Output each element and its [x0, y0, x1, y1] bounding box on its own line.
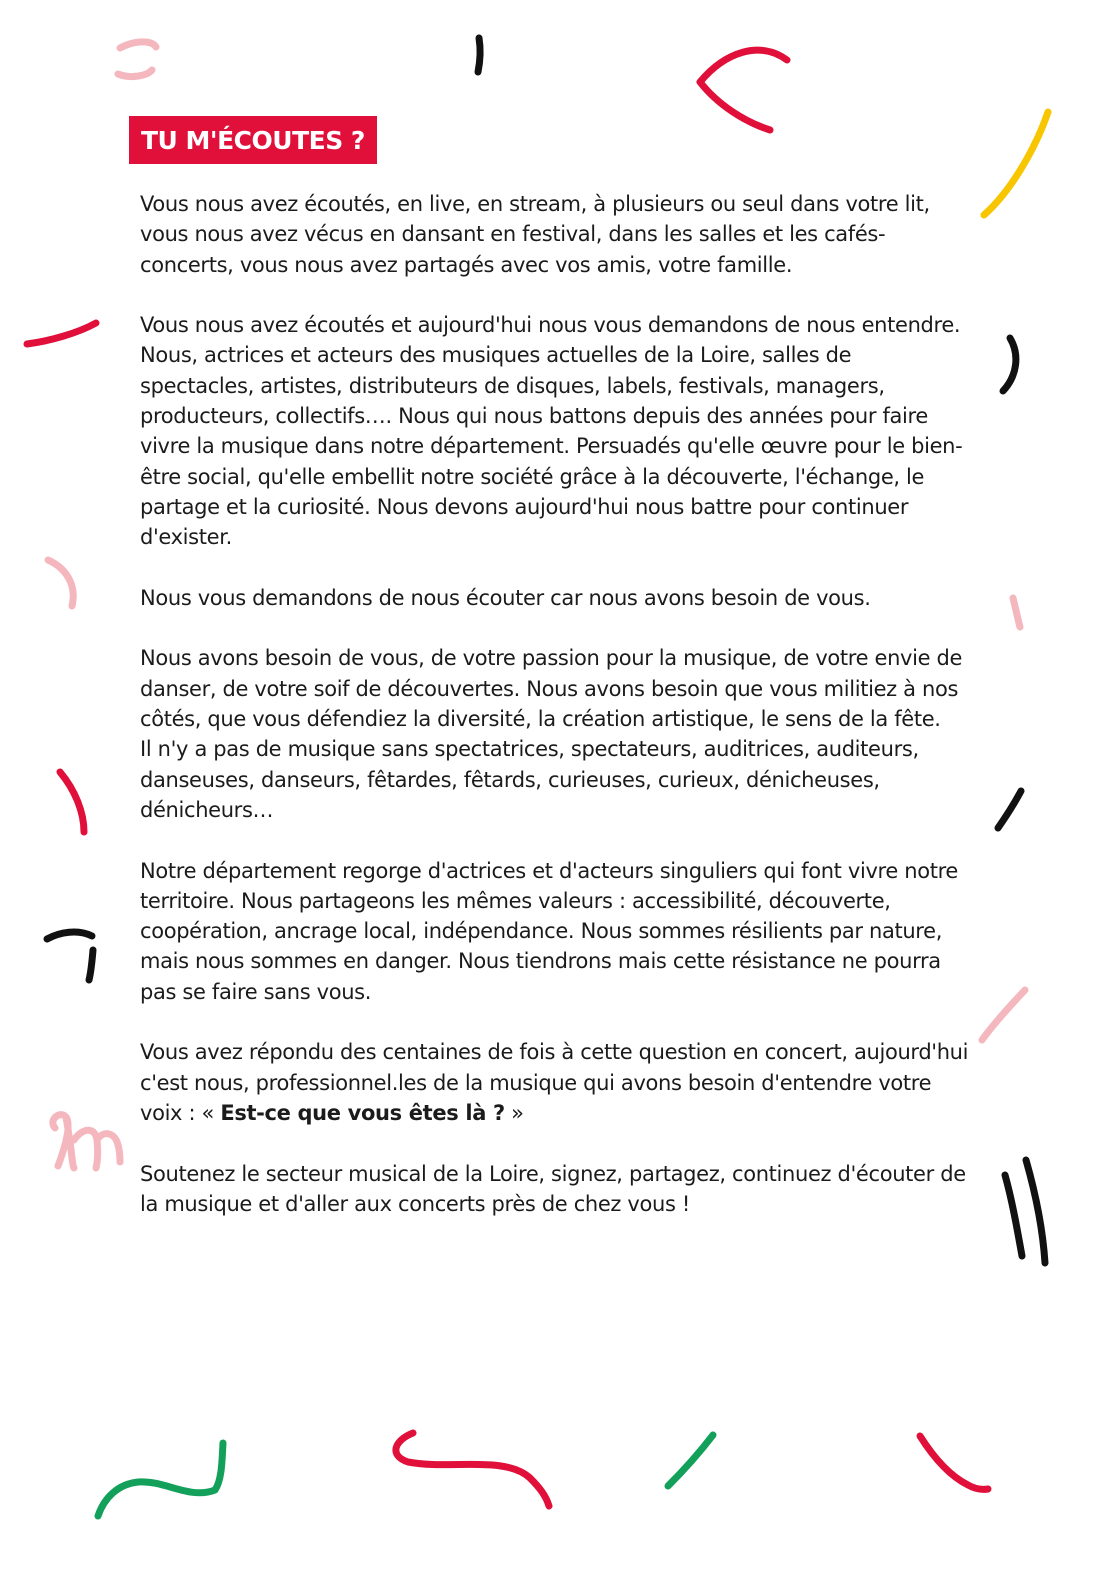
red-curve-bottom-right: [920, 1436, 988, 1489]
pink-m-scribble-left: [53, 1115, 120, 1168]
letter-body: [140, 189, 970, 1219]
black-double-line-right: [1005, 1160, 1045, 1263]
yellow-line-right: [984, 112, 1048, 215]
green-wave-bottom-left: [98, 1443, 223, 1516]
pink-dash-right: [1013, 598, 1020, 627]
red-dash-left: [27, 323, 96, 344]
paragraph-3: Nous vous demandons de nous écouter car nous avons besoin de vous.: [140, 585, 871, 610]
red-arc-top: [700, 50, 787, 130]
red-arc-left: [60, 772, 84, 832]
paragraph-6-emphasis: Est-ce que vous êtes là ?: [220, 1100, 505, 1125]
black-slash-right: [998, 791, 1021, 828]
paragraph-4: [140, 643, 970, 825]
black-dash-top: [478, 38, 480, 72]
paragraph-7: Soutenez le secteur musical de la Loire, signez, partagez, continuez d'écouter de la musique et d'aller aux concerts près de chez vous !: [140, 1161, 966, 1216]
paragraph-2: Vous nous avez écoutés et aujourd'hui nous vous demandons de nous entendre. Nous, actrices et acteurs des musiques actuelles de la Loire, salles de spectacles, artistes, distributeurs de disques, labels, festivals, managers, producteurs, collectifs…. Nous qui nous battons depuis des années pour faire vivre la musique dans notre département. Persuadés qu'elle œuvre pour le bien-être social, qu'elle embellit notre société grâce à la découverte, l'échange, le partage et la curiosité. Nous devons aujourd'hui nous battre pour continuer d'exister.: [140, 313, 963, 550]
paragraph-4-part-2: Il n'y a pas de musique sans spectatrices, spectateurs, auditrices, auditeurs, danseuses, danseurs, fêtardes, fêtards, curieuses, curieux, dénicheuses, dénicheurs…: [140, 737, 919, 822]
paragraph-5: Notre département regorge d'actrices et d'acteurs singuliers qui font vivre notre territoire. Nous partageons les mêmes valeurs : accessibilité, découverte, coopération, ancrage local, indépendance. Nous sommes résilients par nature, mais nous sommes en danger. Nous tiendrons mais cette résistance ne pourra pas se faire sans vous.: [140, 858, 958, 1004]
paragraph-4-part-1: Nous avons besoin de vous, de votre passion pour la musique, de votre envie de danser, de votre soif de découvertes. Nous avons besoin que vous militiez à nos côtés, que vous défendiez la diversité, la création artistique, le sens de la fête.: [140, 646, 963, 732]
paragraph-6-after: »: [504, 1100, 524, 1125]
pink-slash-right: [982, 990, 1025, 1040]
paragraph-6: [140, 1037, 970, 1128]
black-bracket-right: [1003, 338, 1016, 391]
pink-hook-left: [48, 560, 73, 606]
paragraph-1: Vous nous avez écoutés, en live, en stream, à plusieurs ou seul dans votre lit, vous nous avez vécus en dansant en festival, dans les salles et les cafés-concerts, vous nous avez partagés avec vos amis, votre famille.: [140, 192, 930, 277]
red-swoosh-bottom: [396, 1433, 549, 1506]
page-title: TU M'ÉCOUTES ?: [129, 116, 377, 164]
pink-squiggle-top-left: [118, 42, 156, 77]
green-slash-bottom: [668, 1435, 713, 1486]
paragraph-6-text: Vous avez répondu des centaines de fois à cette question en concert, aujourd'hui c'est nous, professionnel.les de la musique qui avons besoin d'entendre votre voix : «: [140, 1040, 969, 1125]
black-corner-left: [47, 932, 93, 980]
